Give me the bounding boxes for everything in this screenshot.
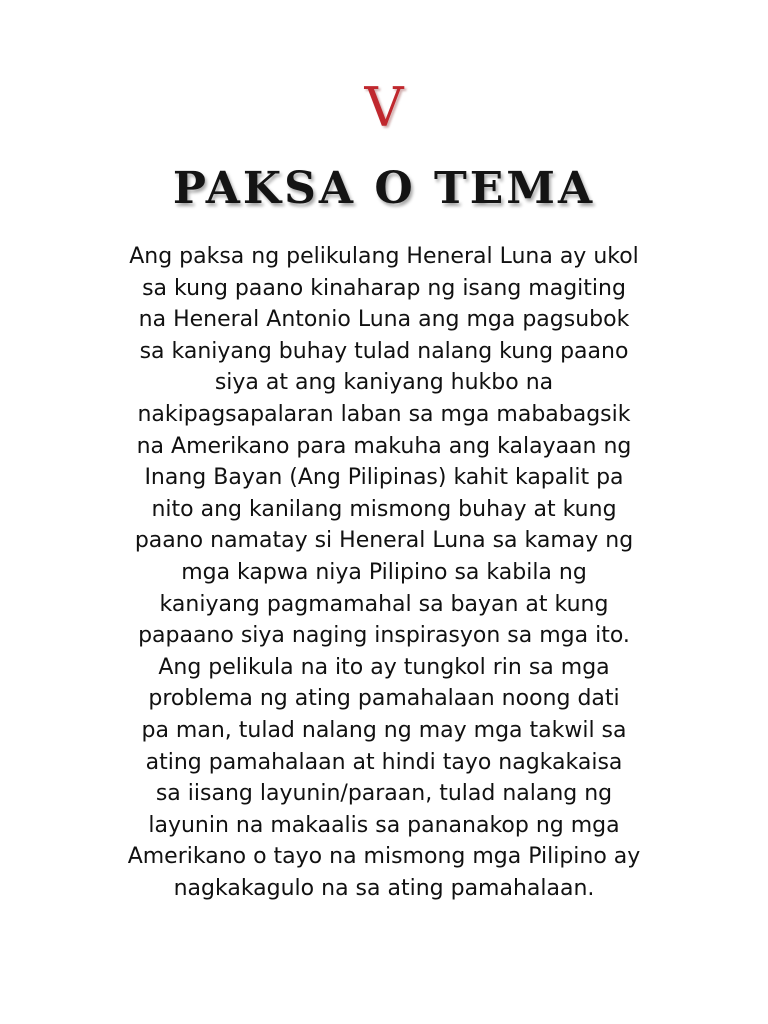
paragraph-line: mga kapwa niya Pilipino sa kabila ng (181, 559, 587, 585)
paragraph-line: pa man, tulad nalang ng may mga takwil sa (141, 717, 627, 743)
paragraph-line: sa kung paano kinaharap ng isang magiting (142, 275, 626, 301)
paragraph-line: nito ang kanilang mismong buhay at kung (151, 496, 617, 522)
chapter-numeral: V (364, 76, 404, 139)
paragraph-line: na Amerikano para makuha ang kalayaan ng (136, 433, 632, 459)
paragraph-line: sa kaniyang buhay tulad nalang kung paano (139, 338, 629, 364)
paragraph-line: Ang paksa ng pelikulang Heneral Luna ay ukol (129, 244, 639, 269)
page-title: PAKSA O TEMA (172, 163, 596, 214)
paragraph-line: Ang pelikula na ito ay tungkol rin sa mga (158, 654, 610, 680)
paragraph-line: layunin na makaalis sa pananakop ng mga (148, 812, 620, 838)
paragraph-line: siya at ang kaniyang hukbo na (214, 370, 554, 396)
paragraph-line: papaano siya naging inspirasyon sa mga ito. (138, 623, 630, 649)
paragraph-line: Amerikano o tayo na mismong mga Pilipino ay (127, 844, 641, 870)
body-paragraph (0, 241, 768, 904)
paragraph-line: na Heneral Antonio Luna ang mga pagsubok (138, 307, 630, 333)
paragraph-line: ating pamahalaan at hindi tayo nagkakaisa (145, 749, 623, 775)
paragraph-line: problema ng ating pamahalaan noong dati (148, 686, 620, 712)
paragraph-line: nakipagsapalaran laban sa mga mababagsik (137, 401, 631, 427)
paragraph-line: paano namatay si Heneral Luna sa kamay ng (134, 528, 634, 554)
paragraph-line: kaniyang pagmamahal sa bayan at kung (159, 591, 609, 617)
paragraph-line: Inang Bayan (Ang Pilipinas) kahit kapalit pa (144, 465, 624, 491)
paragraph-line: sa iisang layunin/paraan, tulad nalang ng (155, 781, 613, 807)
paragraph-line: nagkakagulo na sa ating pamahalaan. (173, 875, 595, 901)
